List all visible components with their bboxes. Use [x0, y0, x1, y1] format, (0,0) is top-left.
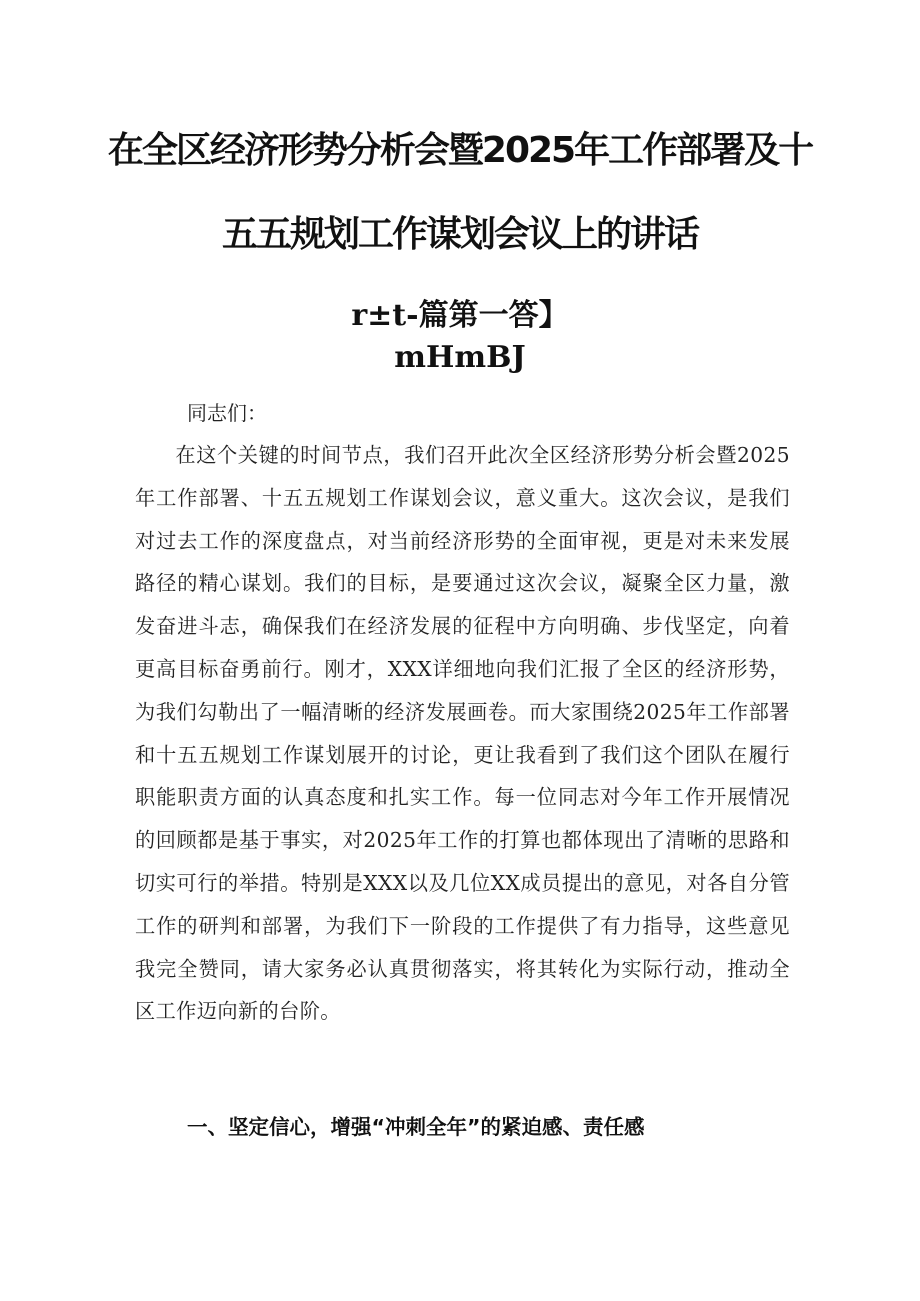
garbled-subtitle-line-2: mHmBJ	[394, 340, 526, 375]
salutation: 同志们：	[187, 401, 267, 425]
document-title-line-2: 五五规划工作谋划会议上的讲话	[221, 214, 698, 255]
body-paragraph-1: 在这个关键的时间节点，我们召开此次全区经济形势分析会暨2025年工作部署、十五五规划工作谋划会议，意义重大。这次会议，是我们对过去工作的深度盘点，对当前经济形势的全面审视，更是对未来发展路径的精心谋划。我们的目标，是要通过这次会议，凝聚全区力量，激发奋进斗志，确保我们在经济发展的征程中方向明确、步伐坚定，向着更高目标奋勇前行。刚才，XXX详细地向我们汇报了全区的经济形势，为我们勾勒出了一幅清晰的经济发展画卷。而大家围绕2025年工作部署和十五五规划工作谋划展开的讨论，更让我看到了我们这个团队在履行职能职责方面的认真态度和扎实工作。每一位同志对今年工作开展情况的回顾都是基于事实，对2025年工作的打算也都体现出了清晰的思路和切实可行的举措。特别是XXX以及几位XX成员提出的意见，对各自分管工作的研判和部署，为我们下一阶段的工作提供了有力指导，这些意见我完全赞同，请大家务必认真贯彻落实，将其转化为实际行动，推动全区工作迈向新的台阶。	[135, 443, 790, 1024]
document-title-line-1: 在全区经济形势分析会暨2025年工作部署及十	[107, 130, 813, 171]
garbled-subtitle-line-1: r±t-篇第一答】	[351, 298, 569, 333]
section-heading-1: 一、坚定信心，增强“冲刺全年”的紧迫感、责任感	[187, 1115, 645, 1139]
